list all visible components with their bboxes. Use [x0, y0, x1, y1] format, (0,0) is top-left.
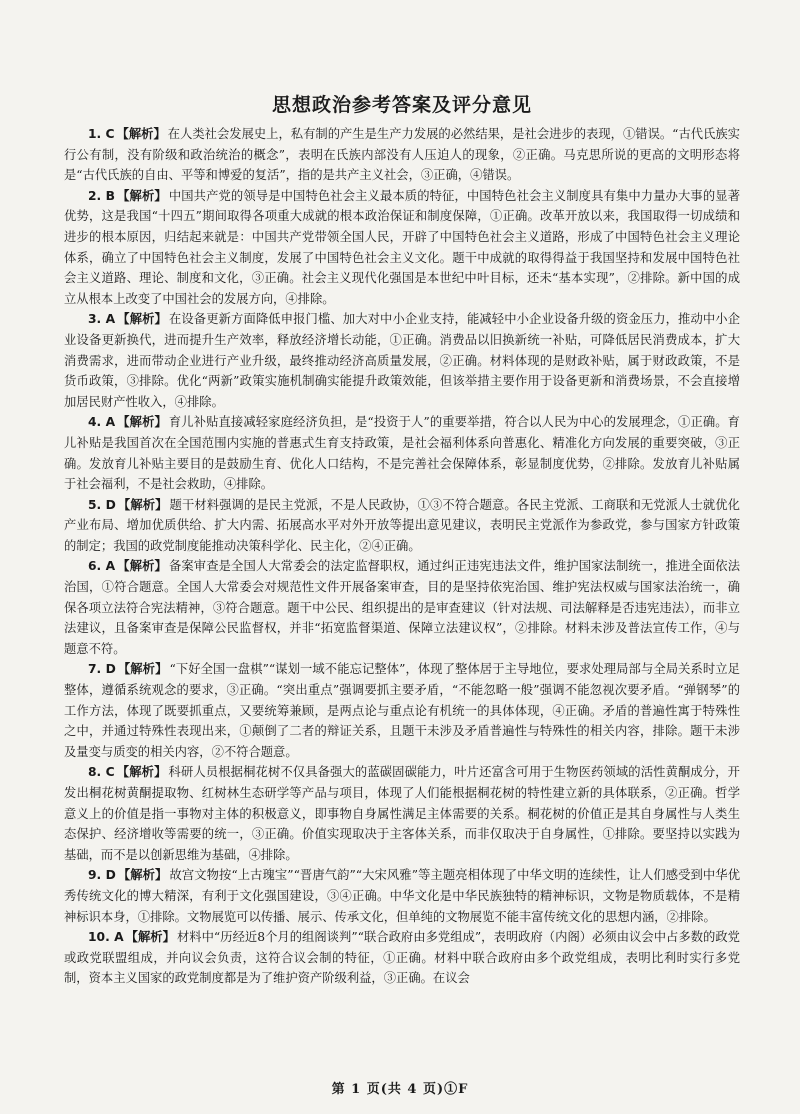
analysis-text: 故宫文物按“上古瑰宝”“晋唐气韵”“大宋风雅”等主题亮相体现了中华文明的连续性，让人们感受到中华优秀传统文化的博大精深，有利于文化强国建设，③④正确。中华文化是中华民族独特的精神标识，文物是物质载体，不是精神标识本身，①排除。文物展览可以传播、展示、传承文化，但单纯的文物展览不能丰富传统文化的思想内涵，②排除。: [64, 868, 740, 924]
question-number: 8. C: [88, 765, 115, 780]
analysis-tag: 【解析】: [116, 765, 167, 780]
analysis-tag: 【解析】: [125, 930, 175, 945]
analysis-tag: 【解析】: [116, 127, 166, 141]
answer-item: [64, 124, 740, 186]
analysis-text: 中国共产党的领导是中国特色社会主义最本质的特征，中国特色社会主义制度具有集中力量办大事的显著优势，这是我国“十四五”期间取得各项重大成就的根本政治保证和制度保障，①正确。改革开放以来，我国取得一切成绩和进步的根本原因，归结起来就是：中国共产党带领全国人民，开辟了中国特色社会主义道路，形成了中国特色社会主义理论体系，确立了中国特色社会主义制度，发展了中国特色社会主义文化。题干中成就的取得得益于我国坚持和发展中国特色社会主义道路、理论、制度和文化，③正确。社会主义现代化强国是本世纪中叶目标，还未“基本实现”，②排除。新中国的成立从根本上改变了中国社会的发展方向，④排除。: [64, 188, 740, 306]
page-title: 思想政治参考答案及评分意见: [271, 94, 532, 116]
analysis-tag: 【解析】: [117, 559, 167, 574]
analysis-tag: 【解析】: [117, 868, 168, 883]
answer-item: [64, 927, 740, 989]
question-number: 10. A: [88, 930, 124, 945]
analysis-tag: 【解析】: [117, 497, 168, 512]
answer-list: [64, 124, 740, 989]
analysis-text: 育儿补贴直接减轻家庭经济负担，是“投资于人”的重要举措，符合以人民为中心的发展理念，①正确。育儿补贴是我国首次在全国范围内实施的普惠式生育支持政策，是社会福利体系向普惠化、精准化方向发展的重要突破，③正确。发放育儿补贴主要目的是鼓励生育、优化人口结构，不是完善社会保障体系，彰显制度优势，②排除。发放育儿补贴属于社会福利，不是社会救助，④排除。: [64, 415, 740, 492]
question-number: 1. C: [88, 127, 115, 141]
question-number: 3. A: [88, 312, 116, 327]
analysis-text: 在人类社会发展史上，私有制的产生是生产力发展的必然结果，是社会进步的表现，①错误。“古代氏族实行公有制，没有阶级和政治统治的概念”，表明在氏族内部没有人压迫人的现象，②正确。马克思所说的更高的文明形态将是“古代氏族的自由、平等和博爱的复活”，指的是共产主义社会，③正确，④错误。: [64, 127, 740, 183]
answer-item: [64, 762, 740, 865]
analysis-text: 在设备更新方面降低申报门槛、加大对中小企业支持，能减轻中小企业设备升级的资金压力，推动中小企业设备更新换代，进而提升生产效率，释放经济增长动能，①正确。消费品以旧换新统一补贴，可降低居民消费成本，扩大消费需求，进而带动企业进行产业升级，最终推动经济高质量发展，②正确。材料体现的是财政补贴，属于财政政策，不是货币政策，③排除。优化“两新”政策实施机制确实能提升政策效能，但该举措主要作用于设备更新和消费场景，不会直接增加居民财产性收入，④排除。: [64, 312, 740, 409]
question-number: 9. D: [88, 868, 116, 883]
question-number: 4. A: [88, 415, 116, 430]
analysis-tag: 【解析】: [117, 415, 167, 430]
answer-item: [64, 309, 740, 412]
answer-item: [64, 412, 740, 494]
question-number: 7. D: [88, 662, 116, 677]
question-number: 6. A: [88, 559, 116, 574]
analysis-tag: 【解析】: [117, 312, 167, 327]
answer-item: [64, 186, 740, 310]
answer-item: [64, 556, 740, 659]
analysis-tag: 【解析】: [117, 188, 167, 203]
question-number: 2. B: [88, 188, 116, 203]
question-number: 5. D: [88, 497, 116, 512]
answer-item: [64, 865, 740, 927]
analysis-tag: 【解析】: [117, 662, 168, 677]
analysis-text: 材料中“历经近8个月的组阁谈判”“联合政府由多党组成”，表明政府（内阁）必须由议会中占多数的政党或政党联盟组成，并向议会负责，这符合议会制的特征，①正确。材料中联合政府由多个政党组成，表明比利时实行多党制，资本主义国家的政党制度都是为了维护资产阶级利益，③正确。在议会: [64, 930, 740, 986]
analysis-text: “下好全国一盘棋”“谋划一域不能忘记整体”，体现了整体居于主导地位，要求处理局部与全局关系时立足整体，遵循系统观念的要求，③正确。“突出重点”强调要抓主要矛盾，“不能忽略一般”强调不能忽视次要矛盾。“弹钢琴”的工作方法，体现了既要抓重点，又要统筹兼顾，是两点论与重点论有机统一的具体体现，④正确。矛盾的普遍性寓于特殊性之中，并通过特殊性表现出来，①颠倒了二者的辩证关系，且题干未涉及矛盾普遍性与特殊性的相关内容，排除。题干未涉及量变与质变的相关内容，②不符合题意。: [64, 662, 740, 759]
answer-item: [64, 659, 740, 762]
analysis-text: 题干材料强调的是民主党派，不是人民政协，①③不符合题意。各民主党派、工商联和无党派人士就优化产业布局、增加优质供给、扩大内需、拓展高水平对外开放等提出意见建议，表明民主党派作为参政党，参与国家方针政策的制定；我国的政党制度能推动决策科学化、民主化，②④正确。: [64, 497, 740, 553]
analysis-text: 备案审查是全国人大常委会的法定监督职权，通过纠正违宪违法文件，维护国家法制统一，推进全面依法治国，①符合题意。全国人大常委会对规范性文件开展备案审查，目的是坚持依宪治国、维护宪法权威与国家法治统一，确保各项立法符合宪法精神，③符合题意。题干中公民、组织提出的是审查建议（针对法规、司法解释是否违宪违法），而非立法建议，且备案审查是保障公民监督权，并非“拓宽监督渠道、保障立法建议权”，②排除。材料未涉及普法宣传工作，④与题意不符。: [64, 559, 740, 656]
analysis-text: 科研人员根据桐花树不仅具备强大的蓝碳固碳能力，叶片还富含可用于生物医药领域的活性黄酮成分，开发出桐花树黄酮提取物、红树林生态研学等产品与项目，体现了人们能根据桐花树的特性建立新的具体联系，②正确。哲学意义上的价值是指一事物对主体的积极意义，即事物自身属性满足主体需要的关系。桐花树的价值正是其自身属性与人类生态保护、经济增收等需要的统一，③正确。价值实现取决于主客体关系，而非仅取决于自身属性，①排除。要坚持以实践为基础，而不是以创新思维为基础，④排除。: [64, 765, 740, 862]
page-footer: 第 1 页(共 4 页)①F: [331, 1082, 469, 1097]
answer-item: [64, 495, 740, 557]
